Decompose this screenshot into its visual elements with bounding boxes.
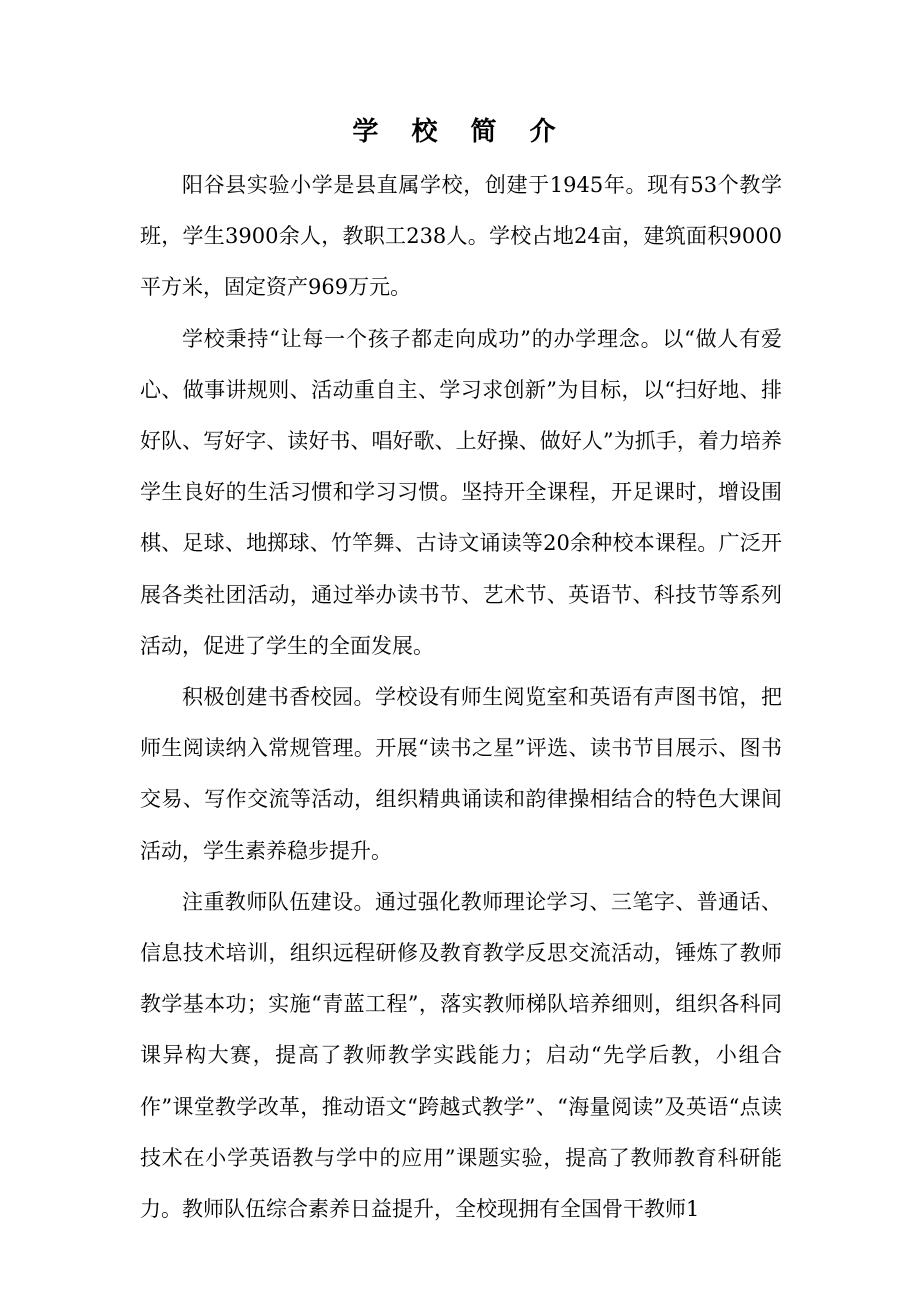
paragraph-teacher-development: 注重教师队伍建设。通过强化教师理论学习、三笔字、普通话、信息技术培训，组织远程研修及教育教学反思交流活动，锤炼了教师教学基本功；实施“青蓝工程”，落实教师梯队培养细则，组织各科同课异构大赛，提高了教师教学实践能力；启动“先学后教，小组合作”课堂教学改革，推动语文“跨越式教学”、“海量阅读”及英语“点读技术在小学英语教与学中的应用”课题实验，提高了教师教育科研能力。教师队伍综合素养日益提升，全校现拥有全国骨干教师1 (140, 889, 782, 1222)
paragraph-school-overview: 阳谷县实验小学是县直属学校，创建于1945年。现有53个教学班，学生3900余人，教职工238人。学校占地24亩，建筑面积9000平方米，固定资产969万元。 (140, 173, 782, 300)
document-title: 学 校 简 介 (352, 117, 568, 147)
paragraph-educational-philosophy: 学校秉持“让每一个孩子都走向成功”的办学理念。以“做人有爱心、做事讲规则、活动重自主、学习求创新”为目标，以“扫好地、排好队、写好字、读好书、唱好歌、上好操、做好人”为抓手，着力培养学生良好的生活习惯和学习习惯。坚持开全课程，开足课时，增设围棋、足球、地掷球、竹竿舞、古诗文诵读等20余种校本课程。广泛开展各类社团活动，通过举办读书节、艺术节、英语节、科技节等系列活动，促进了学生的全面发展。 (140, 326, 782, 658)
document-body (140, 160, 782, 1235)
paragraph-reading-campus: 积极创建书香校园。学校设有师生阅览室和英语有声图书馆，把师生阅读纳入常规管理。开展“读书之星”评选、读书节目展示、图书交易、写作交流等活动，组织精典诵读和韵律操相结合的特色大课间活动，学生素养稳步提升。 (140, 685, 782, 863)
